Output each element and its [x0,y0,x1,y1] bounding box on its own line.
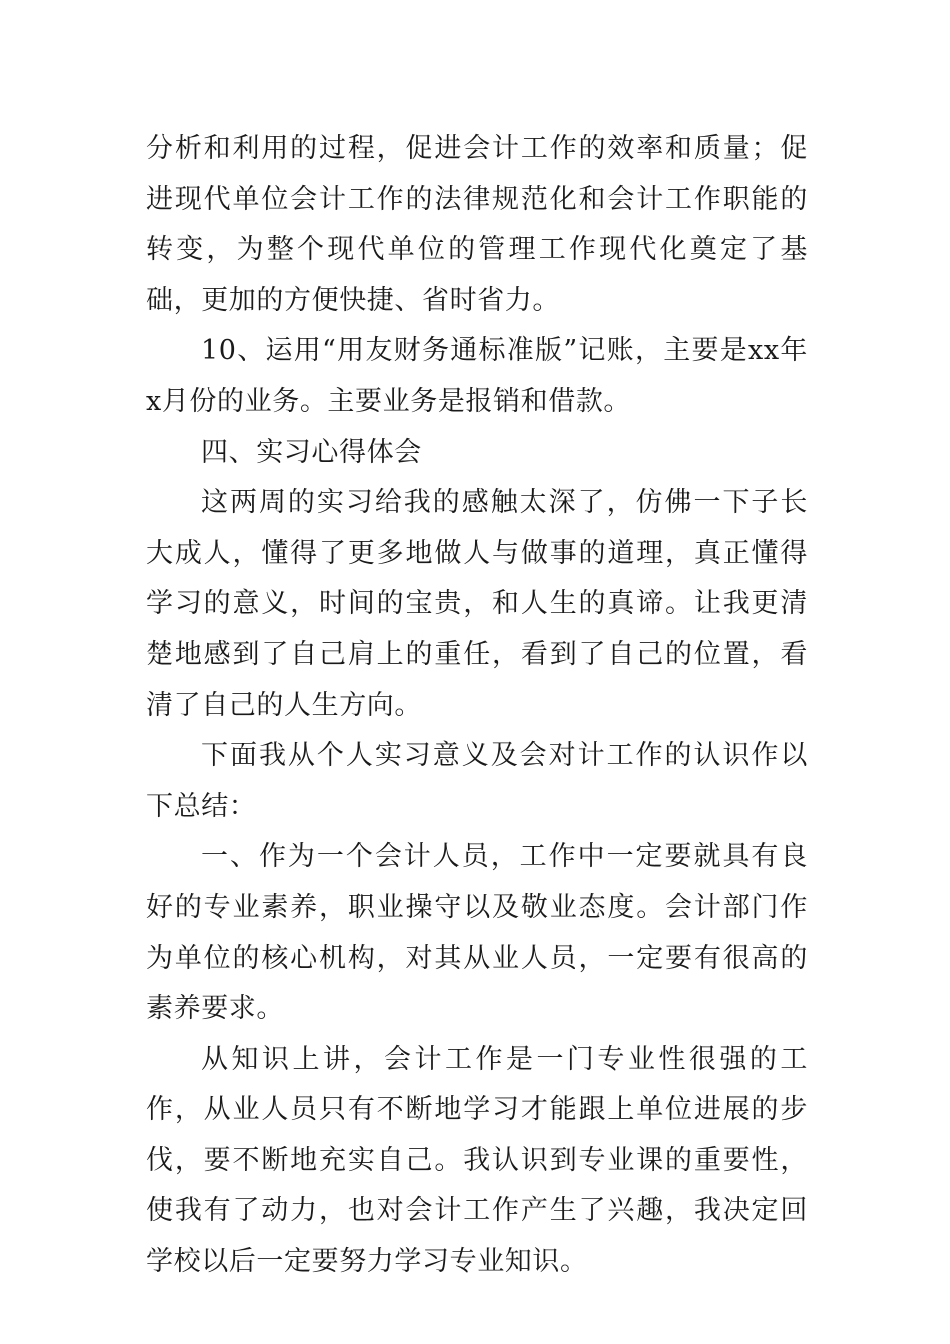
paragraph-item-10: 10、运用“用友财务通标准版”记账，主要是xx年x月份的业务。主要业务是报销和借款。 [146,335,808,417]
paragraph-summary-intro: 下面我从个人实习意义及会对计工作的认识作以下总结： [146,740,808,822]
paragraph-knowledge: 从知识上讲，会计工作是一门专业性很强的工作，从业人员只有不断地学习才能跟上单位进展的步伐，要不断地充实自己。我认识到专业课的重要性，使我有了动力，也对会计工作产生了兴趣，我决定回学校以后一定要努力学习专业知识。 [146,1043,808,1278]
document-page [146,124,808,1288]
paragraph-analysis-continuation: 分析和利用的过程，促进会计工作的效率和质量；促进现代单位会计工作的法律规范化和会计工作职能的转变，为整个现代单位的管理工作现代化奠定了基础，更加的方便快捷、省时省力。 [146,133,808,316]
section-heading-internship-reflections: 四、实习心得体会 [201,436,422,468]
paragraph-reflection: 这两周的实习给我的感触太深了，仿佛一下子长大成人，懂得了更多地做人与做事的道理，真正懂得学习的意义，时间的宝贵，和人生的真谛。让我更清楚地感到了自己肩上的重任，看到了自己的位置，看清了自己的人生方向。 [146,487,808,721]
paragraph-point-one: 一、作为一个会计人员，工作中一定要就具有良好的专业素养，职业操守以及敬业态度。会计部门作为单位的核心机构，对其从业人员，一定要有很高的素养要求。 [146,841,808,1025]
